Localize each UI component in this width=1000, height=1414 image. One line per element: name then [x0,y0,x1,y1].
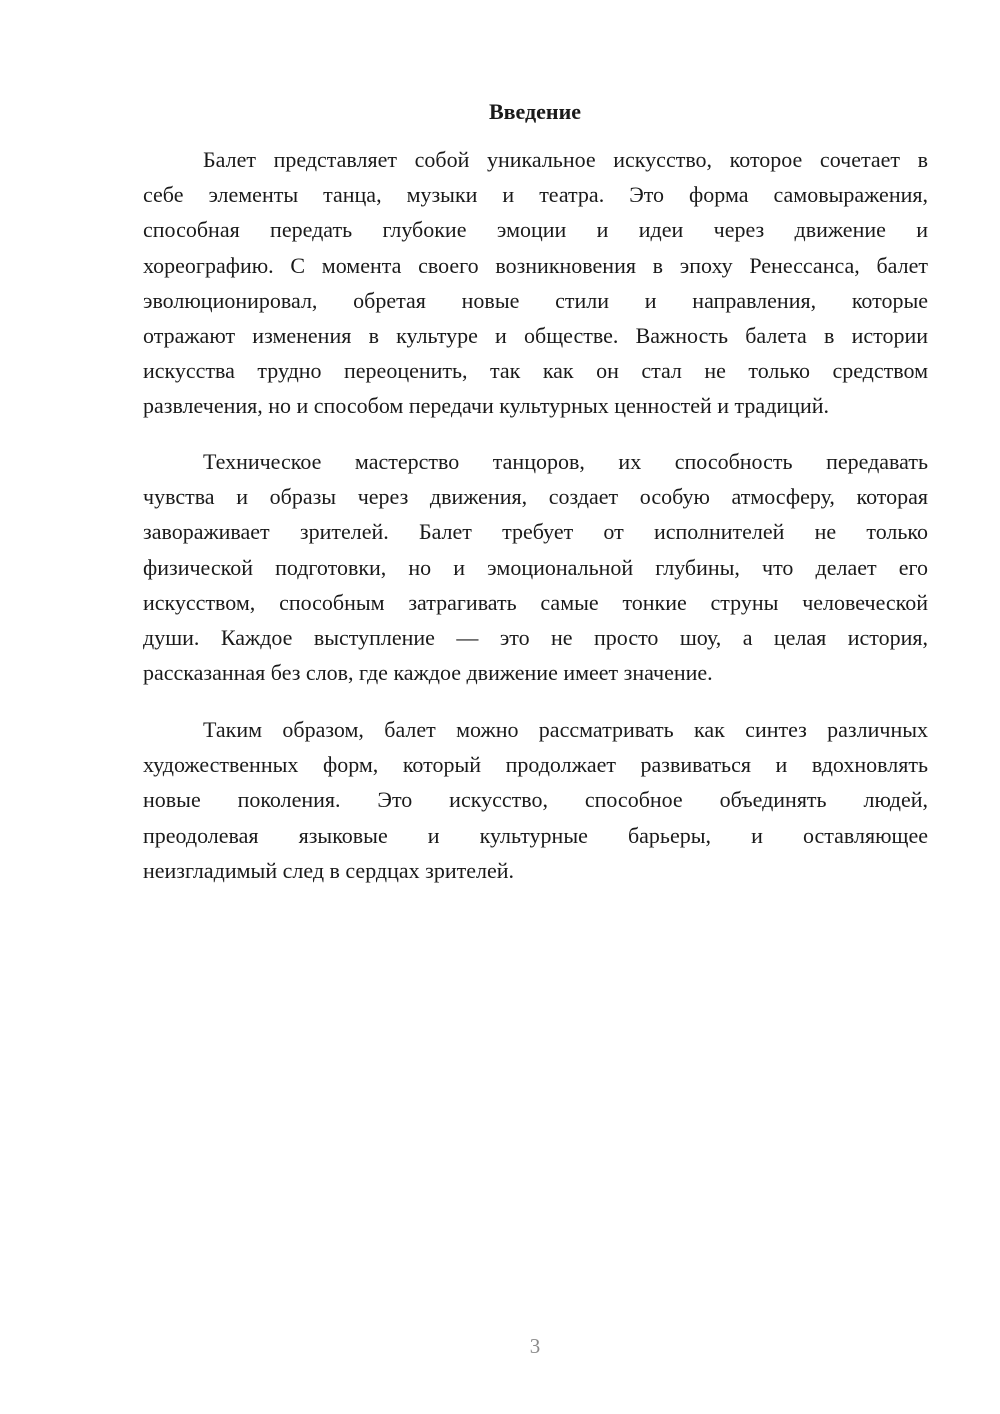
text-line: рассказанная без слов, где каждое движение имеет значение. [143,660,713,686]
text-line: отражают изменения в культуре и обществе. Важность балета в истории [143,322,928,348]
paragraph-1 [143,142,928,424]
text-line: души. Каждое выступление — это не просто шоу, а целая история, [143,624,928,650]
text-line: эволюционировал, обретая новые стили и направления, которые [143,287,928,313]
text-line: физической подготовки, но и эмоциональной глубины, что делает его [143,554,928,580]
paragraph-2 [143,444,928,690]
text-line: хореографию. С момента своего возникновения в эпоху Ренессанса, балет [143,252,928,278]
text-line: новые поколения. Это искусство, способное объединять людей, [143,787,928,813]
paragraph-3 [143,712,928,888]
text-line: художественных форм, который продолжает развиваться и вдохновлять [143,752,928,778]
text-line: способная передать глубокие эмоции и идеи через движение и [143,217,928,243]
text-line: себе элементы танца, музыки и театра. Это форма самовыражения, [143,182,928,208]
text-line: развлечения, но и способом передачи культурных ценностей и традиций. [143,393,829,419]
page-title: Введение [488,99,582,124]
text-line: Таким образом, балет можно рассматривать как синтез различных [203,717,928,742]
text-line: преодолевая языковые и культурные барьеры, и оставляющее [143,822,928,848]
page-number: 3 [529,1334,541,1358]
text-line: Балет представляет собой уникальное искусство, которое сочетает в [203,147,928,172]
text-line: искусства трудно переоценить, так как он стал не только средством [143,358,928,384]
text-line: искусством, способным затрагивать самые тонкие струны человеческой [143,589,928,615]
text-line: Техническое мастерство танцоров, их способность передавать [203,449,928,474]
text-line: неизгладимый след в сердцах зрителей. [143,857,514,883]
text-line: чувства и образы через движения, создает особую атмосферу, которая [143,484,928,510]
text-line: завораживает зрителей. Балет требует от исполнителей не только [143,519,928,545]
